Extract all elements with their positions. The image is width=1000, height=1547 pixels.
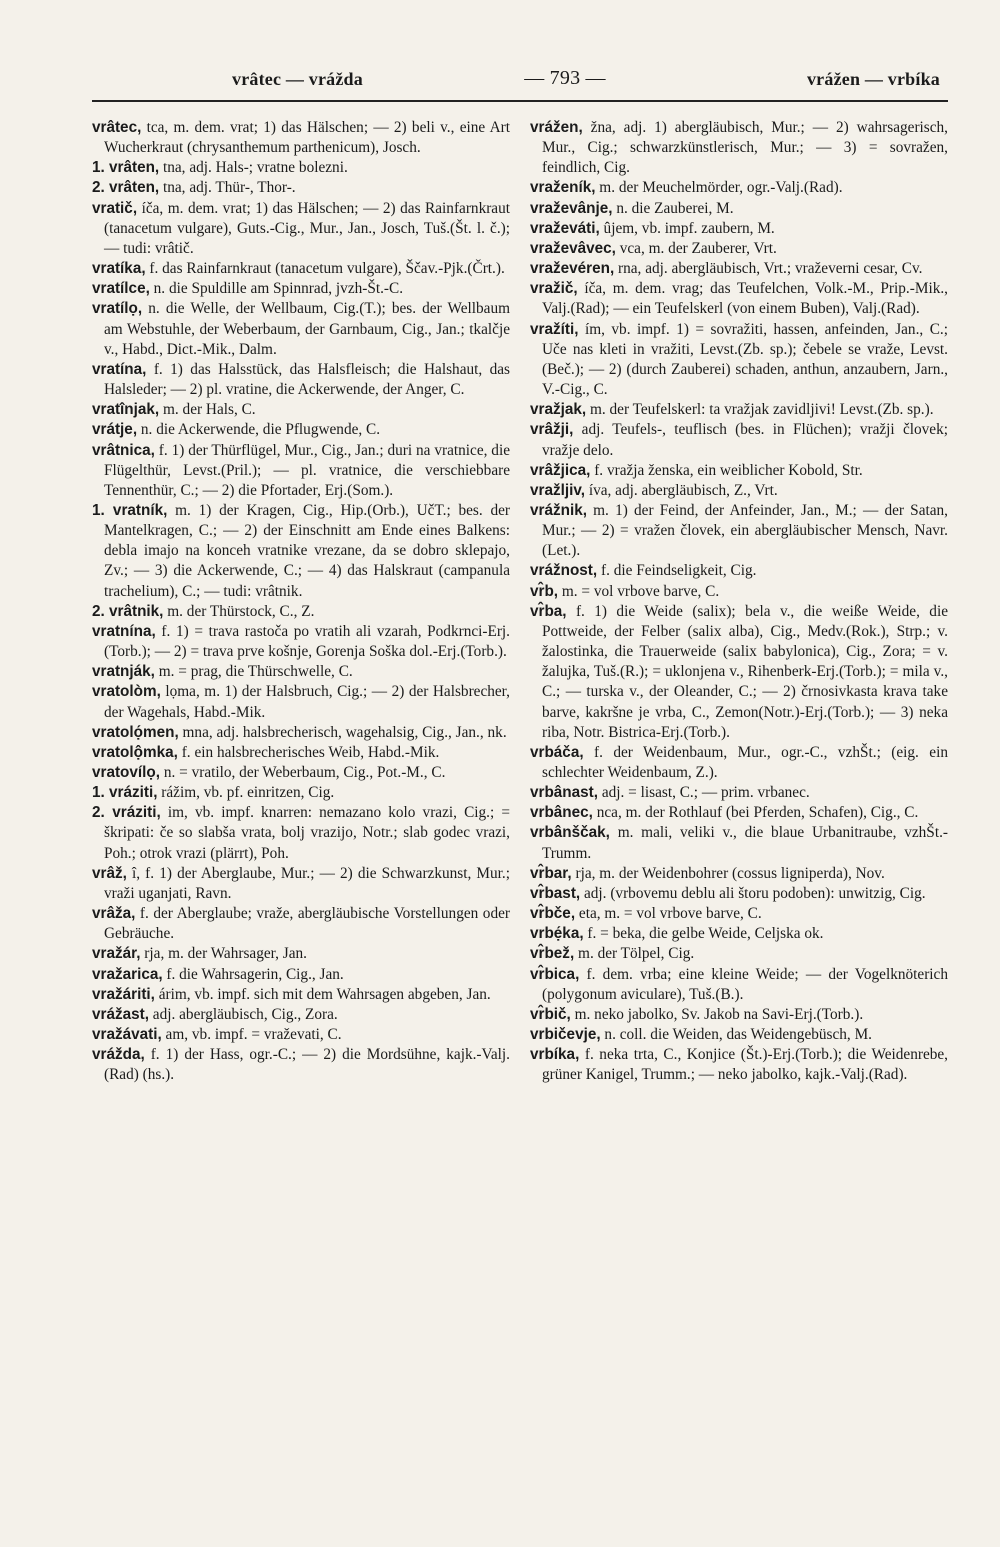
entry-headword: vrbíka, bbox=[530, 1046, 580, 1064]
entry-headword: vražljiv, bbox=[530, 481, 585, 499]
entry-definition: rážim, vb. pf. einritzen, Cig. bbox=[157, 784, 335, 802]
dictionary-entry bbox=[92, 501, 510, 602]
entry-definition: mna, adj. halsbrecherisch, wagehalsig, Cig., Jan., nk. bbox=[178, 723, 507, 741]
dictionary-entry bbox=[92, 441, 510, 501]
entry-definition: n. die Zauberei, M. bbox=[612, 199, 734, 217]
dictionary-entry bbox=[530, 1005, 948, 1025]
dictionary-entry bbox=[92, 360, 510, 400]
entry-headword: vrážda, bbox=[92, 1046, 145, 1064]
dictionary-entry bbox=[530, 199, 948, 219]
entry-definition: íča, m. dem. vrat; 1) das Hälschen; — 2) das Rainfarnkraut (tanacetum vulgare), Guts.-Cig., Mur., Jan., Josch, Tuš.(Št. l. č.); — tudi: vrâtič. bbox=[104, 199, 510, 257]
entry-definition: m. = prag, die Thürschwelle, C. bbox=[154, 663, 353, 681]
dictionary-entry bbox=[530, 178, 948, 198]
dictionary-entry bbox=[92, 1025, 510, 1045]
dictionary-entry bbox=[530, 965, 948, 1005]
entry-definition: adj. abergläubisch, Cig., Zora. bbox=[148, 1005, 338, 1023]
entry-definition: tna, adj. Thür-, Thor-. bbox=[159, 179, 296, 197]
page-header bbox=[92, 56, 948, 90]
dictionary-entry bbox=[92, 662, 510, 682]
entry-definition: im, vb. impf. knarren: nemazano kolo vrazi, Cig.; = škripati: če so slabša vrata, bolj vrazijo, Notr.; slab godec vrazi, Poh.; otrok vrazi (plärrt), Poh. bbox=[104, 804, 510, 862]
entry-headword: vratíka, bbox=[92, 260, 146, 278]
dictionary-entry bbox=[530, 803, 948, 823]
entry-definition: lọma, m. 1) der Halsbruch, Cig.; — 2) der Halsbrecher, der Wagehals, Habd.-Mik. bbox=[104, 683, 510, 721]
entry-definition: m. = vol vrbove barve, C. bbox=[558, 582, 720, 600]
entry-definition: f. ein halsbrecherisches Weib, Habd.-Mik. bbox=[177, 743, 440, 761]
dictionary-entry bbox=[530, 279, 948, 319]
entry-definition: m. der Meuchelmörder, ogr.-Valj.(Rad). bbox=[595, 179, 843, 197]
dictionary-entry bbox=[92, 944, 510, 964]
entry-definition: f. 1) der Thürflügel, Mur., Cig., Jan.; duri na vratnice, die Flügelthür, Levst.(Pril.); — pl. vratnice, die verschiebbare Tennenthür, C.; — 2) die Pfortader, Erj.(Som.). bbox=[104, 441, 510, 499]
entry-headword: vratnják, bbox=[92, 663, 155, 681]
entry-headword: vrâtec, bbox=[92, 119, 142, 136]
entry-headword: vražávati, bbox=[92, 1026, 162, 1044]
dictionary-entry bbox=[92, 803, 510, 863]
entry-definition: íva, adj. abergläubisch, Z., Vrt. bbox=[585, 481, 778, 499]
entry-headword: vražjak, bbox=[530, 401, 587, 419]
dictionary-entry bbox=[530, 582, 948, 602]
dictionary-entry bbox=[92, 763, 510, 783]
entry-definition: m. mali, veliki v., die blaue Urbanitraube, vzhŠt.-Trumm. bbox=[542, 824, 948, 862]
entry-definition: m. der Teufelskerl: ta vražjak zavidljivi! Levst.(Zb. sp.). bbox=[586, 401, 934, 419]
entry-definition: f. die Wahrsagerin, Cig., Jan. bbox=[162, 965, 344, 983]
entry-headword: vrbičevje, bbox=[530, 1026, 601, 1044]
entry-headword: vrážast, bbox=[92, 1005, 149, 1023]
entry-definition: m. 1) der Kragen, Cig., Hip.(Orb.), UčT.; bes. der Mantelkragen, C.; — 2) der Einschnitt am Ende eines Balkens: debla imajo na konceh vratnike vrezane, da se dobro sklepajo, Zv.; — 3) die Ackerwende, C.; — 4) das Halskraut (campanula trachelium), C.; — tudi: vrâtnik. bbox=[104, 501, 510, 600]
dictionary-entry bbox=[530, 481, 948, 501]
entry-headword: vrâža, bbox=[92, 905, 136, 923]
entry-headword: 2. vrâtnik, bbox=[92, 602, 164, 620]
entry-definition: n. die Ackerwende, die Pflugwende, C. bbox=[137, 421, 381, 439]
dictionary-entry bbox=[530, 743, 948, 783]
dictionary-entry bbox=[92, 1045, 510, 1085]
entry-definition: íča, m. dem. vrag; das Teufelchen, Volk.-M., Prip.-Mik., Valj.(Rad); — ein Teufelskerl (von einem Buben), Valj.(Rad). bbox=[542, 280, 948, 318]
dictionary-entry bbox=[92, 118, 510, 158]
dictionary-entry bbox=[92, 783, 510, 803]
entry-definition: m. der Hals, C. bbox=[159, 401, 256, 419]
entry-headword: vraževéren, bbox=[530, 260, 615, 278]
dictionary-entry bbox=[92, 965, 510, 985]
header-left-range: vrâtec — vrážda bbox=[232, 69, 363, 89]
dictionary-entry bbox=[530, 561, 948, 581]
entry-headword: vrážnik, bbox=[530, 501, 587, 519]
entry-headword: vrbáča, bbox=[530, 743, 584, 761]
entry-definition: am, vb. impf. = vraževati, C. bbox=[161, 1026, 342, 1044]
entry-definition: f. dem. vrba; eine kleine Weide; — der Vogelknöterich (polygonum aviculare), Tuš.(B.). bbox=[542, 965, 948, 1003]
entry-definition: n. coll. die Weiden, das Weidengebüsch, M. bbox=[600, 1026, 873, 1044]
entry-definition: n. die Welle, der Wellbaum, Cig.(T.); bes. der Wellbaum am Webstuhle, der Weberbaum, der Garnbaum, Cig., Jan.; tkalčje v., Habd., Dict.-Mik., Dalm. bbox=[104, 300, 510, 358]
dictionary-entry bbox=[92, 904, 510, 944]
entry-headword: 1. vratník, bbox=[92, 501, 168, 519]
dictionary-entry bbox=[530, 884, 948, 904]
entry-definition: f. 1) = trava rastoča po vratih ali vzarah, Podkrnci-Erj.(Torb.); — 2) = trava prve košnje, Gorenja Soška dol.-Erj.(Torb.). bbox=[104, 622, 510, 661]
entry-headword: vratolộmka, bbox=[92, 743, 178, 761]
dictionary-entry bbox=[530, 1025, 948, 1045]
dictionary-entry bbox=[530, 239, 948, 259]
entry-definition: vca, m. der Zauberer, Vrt. bbox=[615, 239, 777, 257]
entry-definition: adj. (vrbovemu deblu ali štoru podoben): unwitzig, Cig. bbox=[580, 884, 926, 902]
entry-headword: vrbẹ́ka, bbox=[530, 925, 584, 943]
entry-headword: vr̂b, bbox=[530, 582, 559, 600]
right-column bbox=[530, 118, 948, 1086]
dictionary-entry bbox=[530, 400, 948, 420]
entry-headword: vratnína, bbox=[92, 622, 156, 640]
entry-definition: î, f. 1) der Aberglaube, Mur.; — 2) die Schwarzkunst, Mur.; vraži uganjati, Ravn. bbox=[104, 864, 510, 902]
entry-headword: vratína, bbox=[92, 360, 147, 378]
entry-headword: vr̂ba, bbox=[530, 602, 567, 620]
entry-headword: vrbânščak, bbox=[530, 824, 610, 842]
dictionary-entry bbox=[530, 783, 948, 803]
entry-columns bbox=[92, 118, 948, 1086]
dictionary-entry bbox=[92, 723, 510, 743]
entry-headword: vrbânast, bbox=[530, 784, 599, 802]
dictionary-entry bbox=[92, 622, 510, 662]
dictionary-entry bbox=[92, 199, 510, 259]
dictionary-entry bbox=[92, 279, 510, 299]
entry-definition: tca, m. dem. vrat; 1) das Hälschen; — 2) beli v., eine Art Wucherkraut (chrysanthemum parthenicum), Josch. bbox=[104, 119, 510, 157]
entry-definition: m. der Tölpel, Cig. bbox=[574, 945, 695, 963]
dictionary-entry bbox=[92, 1005, 510, 1025]
entry-headword: vrbânec, bbox=[530, 804, 593, 822]
entry-definition: f. 1) das Halsstück, das Halsfleisch; die Halshaut, das Halsleder; — 2) pl. vratine, die Ackerwende, der Anger, C. bbox=[104, 360, 510, 399]
dictionary-entry bbox=[92, 158, 510, 178]
entry-headword: vraženík, bbox=[530, 179, 596, 197]
dictionary-entry bbox=[92, 743, 510, 763]
entry-headword: vražarica, bbox=[92, 965, 163, 983]
entry-headword: vrâžji, bbox=[530, 421, 574, 439]
header-rule bbox=[92, 100, 948, 102]
entry-headword: vražíti, bbox=[530, 320, 579, 338]
dictionary-entry bbox=[530, 118, 948, 178]
entry-headword: vrâž, bbox=[92, 864, 127, 882]
entry-headword: vrâtnica, bbox=[92, 441, 155, 459]
entry-definition: adj. Teufels-, teuflisch (bes. in Flüchen); vražji človek; vražje delo. bbox=[542, 421, 948, 459]
dictionary-entry bbox=[530, 259, 948, 279]
entry-headword: vrâžjica, bbox=[530, 461, 591, 479]
entry-definition: f. der Aberglaube; vraže, abergläubische Vorstellungen oder Gebräuche. bbox=[104, 905, 510, 943]
dictionary-entry bbox=[92, 178, 510, 198]
dictionary-entry bbox=[530, 461, 948, 481]
dictionary-entry bbox=[92, 259, 510, 279]
entry-definition: f. der Weidenbaum, Mur., ogr.-C., vzhŠt.; (eig. ein schlechter Weidenbaum, Z.). bbox=[542, 743, 948, 781]
entry-headword: vratílọ, bbox=[92, 300, 143, 318]
entry-definition: nca, m. der Rothlauf (bei Pferden, Schafen), Cig., C. bbox=[592, 804, 919, 822]
dictionary-entry bbox=[92, 682, 510, 722]
entry-headword: vratič, bbox=[92, 199, 138, 217]
entry-definition: f. vražja ženska, ein weiblicher Kobold, Str. bbox=[590, 461, 863, 479]
entry-headword: vr̂bast, bbox=[530, 884, 581, 902]
entry-headword: vr̂bež, bbox=[530, 945, 575, 963]
entry-headword: vratolọ́men, bbox=[92, 723, 179, 741]
entry-definition: rja, m. der Weidenbohrer (cossus ligniperda), Nov. bbox=[571, 864, 885, 882]
entry-headword: 2. vrâten, bbox=[92, 179, 160, 197]
entry-definition: f. 1) der Hass, ogr.-C.; — 2) die Mordsühne, kajk.-Valj.(Rad) (hs.). bbox=[104, 1046, 510, 1084]
dictionary-entry bbox=[92, 985, 510, 1005]
dictionary-entry bbox=[530, 602, 948, 743]
entry-definition: árim, vb. impf. sich mit dem Wahrsagen abgeben, Jan. bbox=[154, 985, 491, 1003]
entry-headword: vraževâvec, bbox=[530, 239, 616, 257]
entry-definition: f. das Rainfarnkraut (tanacetum vulgare), Ščav.-Pjk.(Črt.). bbox=[145, 260, 505, 278]
entry-headword: vrátje, bbox=[92, 421, 138, 439]
entry-definition: tna, adj. Hals-; vratne bolezni. bbox=[159, 159, 348, 177]
entry-definition: ím, vb. impf. 1) = sovražiti, hassen, anfeinden, Jan., C.; Uče nas kleti in vražiti, Levst.(Zb. sp.); čebele se vraže, Levst.(Beč.); — 2) (durch Zauberei) schaden, anthun, anzaubern, Jarn., V.-Cig., C. bbox=[542, 320, 948, 399]
entry-definition: f. 1) die Weide (salix); bela v., die weiße Weide, die Pottweide, der Felber (salix alba), Cig., Medv.(Rok.), Strp.; v. žalostinka, die Trauerweide (salix babylonica), Cig., Zora; = v. žalujka, Tuš.(R.); = uklonjena v., Rihenberk-Erj.(Torb.); = mila v., C.; — turska v., der Oleander, C.; — 2) črnosivkasta krava take barve, kakršne je vrba, C., Zemon(Notr.)-Erj.(Torb.); — 3) neka riba, Notr. Bistrica-Erj.(Torb.). bbox=[542, 602, 948, 741]
entry-headword: vrážnost, bbox=[530, 562, 598, 580]
entry-headword: vraževáti, bbox=[530, 219, 600, 237]
page-number: — 793 — bbox=[524, 67, 606, 89]
dictionary-entry bbox=[530, 420, 948, 460]
dictionary-entry bbox=[530, 924, 948, 944]
entry-headword: vražár, bbox=[92, 945, 141, 963]
entry-headword: vr̂bče, bbox=[530, 905, 576, 923]
entry-definition: m. der Thürstock, C., Z. bbox=[163, 602, 315, 620]
header-right-range: vrážen — vrbíka bbox=[806, 69, 940, 89]
entry-headword: vratílce, bbox=[92, 280, 150, 298]
dictionary-entry bbox=[92, 602, 510, 622]
entry-headword: vraževânje, bbox=[530, 199, 613, 217]
entry-definition: f. = beka, die gelbe Weide, Celjska ok. bbox=[583, 925, 824, 943]
entry-definition: n. die Spuldille am Spinnrad, jvzh-Št.-C. bbox=[149, 280, 404, 298]
dictionary-entry bbox=[530, 823, 948, 863]
entry-definition: m. neko jabolko, Sv. Jakob na Savi-Erj.(Torb.). bbox=[570, 1005, 864, 1023]
entry-headword: 1. vráziti, bbox=[92, 784, 158, 802]
entry-headword: vražič, bbox=[530, 280, 578, 298]
entry-definition: ûjem, vb. impf. zaubern, M. bbox=[599, 219, 775, 237]
entry-headword: vr̂bič, bbox=[530, 1005, 571, 1023]
dictionary-entry bbox=[92, 400, 510, 420]
entry-definition: rna, adj. abergläubisch, Vrt.; vraževerni cesar, Cv. bbox=[614, 260, 923, 278]
entry-headword: vr̂bar, bbox=[530, 864, 572, 882]
dictionary-entry bbox=[92, 864, 510, 904]
dictionary-entry bbox=[92, 299, 510, 359]
entry-definition: žna, adj. 1) abergläubisch, Mur.; — 2) wahrsagerisch, Mur., Cig.; schwarzkünstlerisch, Mur.; — 3) = sovražen, feindlich, Cig. bbox=[542, 119, 948, 177]
entry-definition: f. die Feindseligkeit, Cig. bbox=[597, 562, 757, 580]
entry-headword: vratovílọ, bbox=[92, 764, 161, 781]
left-column bbox=[92, 118, 510, 1086]
entry-definition: adj. = lisast, C.; — prim. vrbanec. bbox=[598, 784, 810, 802]
entry-headword: vratînjak, bbox=[92, 401, 160, 419]
dictionary-entry bbox=[530, 944, 948, 964]
entry-headword: vrážen, bbox=[530, 119, 583, 136]
entry-headword: vratolòm, bbox=[92, 683, 161, 701]
dictionary-entry bbox=[530, 904, 948, 924]
entry-definition: n. = vratilo, der Weberbaum, Cig., Pot.-M., C. bbox=[160, 764, 446, 781]
dictionary-entry bbox=[530, 320, 948, 401]
entry-headword: 2. vráziti, bbox=[92, 804, 161, 822]
entry-definition: eta, m. = vol vrbove barve, C. bbox=[575, 905, 762, 923]
entry-headword: vr̂bica, bbox=[530, 965, 580, 983]
dictionary-entry bbox=[530, 864, 948, 884]
dictionary-entry bbox=[530, 1045, 948, 1085]
dictionary-entry bbox=[530, 219, 948, 239]
entry-headword: vražáriti, bbox=[92, 985, 155, 1003]
entry-headword: 1. vrâten, bbox=[92, 159, 160, 177]
entry-definition: f. neka trta, C., Konjice (Št.)-Erj.(Torb.); die Weidenrebe, grüner Kanigel, Trumm.; — neko jabolko, kajk.-Valj.(Rad). bbox=[542, 1046, 948, 1084]
entry-definition: m. 1) der Feind, der Anfeinder, Jan., M.; — der Satan, Mur.; — 2) = vražen človek, ein abergläubischer Mensch, Navr.(Let.). bbox=[542, 501, 948, 560]
entry-definition: rja, m. der Wahrsager, Jan. bbox=[140, 945, 307, 963]
dictionary-entry bbox=[530, 501, 948, 561]
dictionary-entry bbox=[92, 420, 510, 440]
